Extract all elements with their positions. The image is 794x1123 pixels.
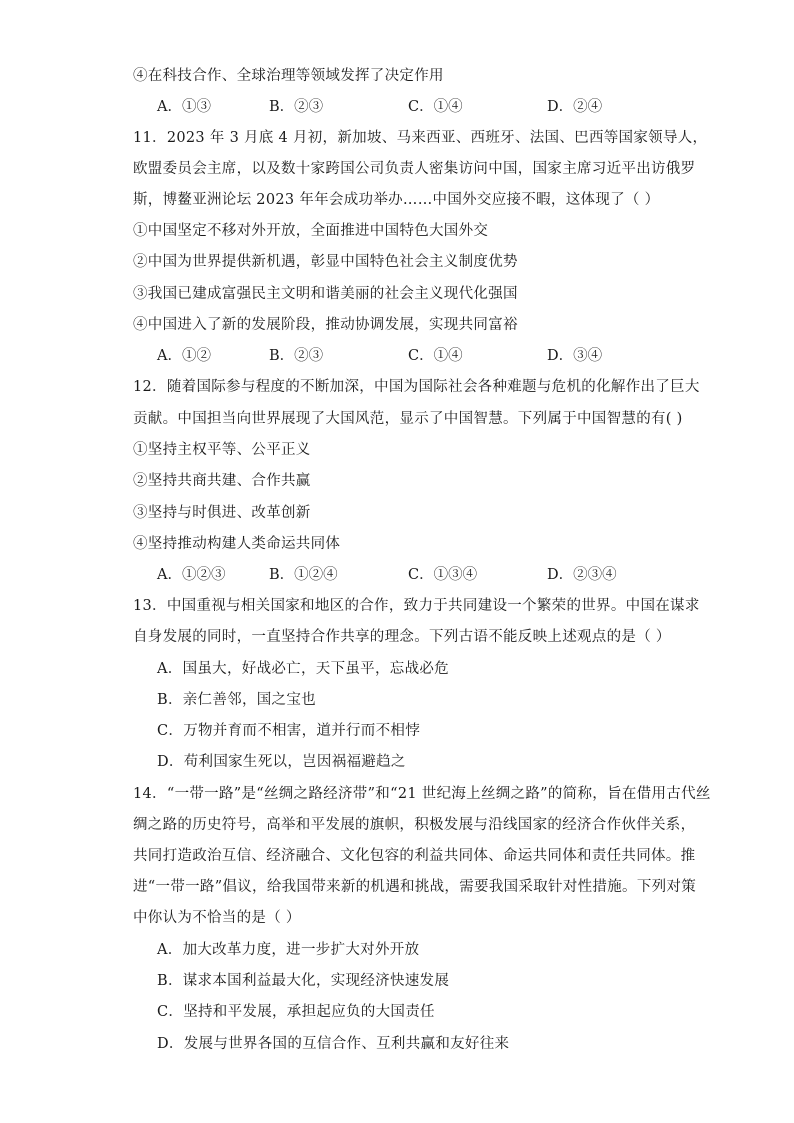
- q14-choice-c: C．坚持和平发展，承担起应负的大国责任: [157, 1004, 435, 1020]
- q13-choice-b: B．亲仁善邻，国之宝也: [157, 692, 316, 708]
- q14-stem-line: 进“一带一路”倡议，给我国带来新的机遇和挑战，需要我国采取针对性措施。下列对策: [133, 879, 697, 895]
- q14-choice-a: A．加大改革力度，进一步扩大对外开放: [157, 942, 420, 958]
- q13-stem-line: 自身发展的同时，一直坚持合作共享的理念。下列古语不能反映上述观点的是（ ）: [133, 629, 671, 645]
- q11-option-a: A．①②: [157, 348, 211, 364]
- q10-option-c: C．①④: [408, 99, 463, 115]
- q12-option-b: B．①②④: [269, 567, 338, 583]
- q13-choice-d: D．苟利国家生死以，岂因祸福避趋之: [157, 754, 406, 770]
- q13-choice-a: A．国虽大，好战必亡，天下虽平，忘战必危: [157, 661, 449, 677]
- q12-statement: ①坚持主权平等、公平正义: [133, 442, 311, 458]
- q11-statement: ①中国坚定不移对外开放，全面推进中国特色大国外交: [133, 223, 489, 239]
- q11-statement: ③我国已建成富强民主文明和谐美丽的社会主义现代化强国: [133, 286, 518, 302]
- q10-option-d: D．②④: [547, 99, 603, 115]
- q14-stem-line: 共同打造政治互信、经济融合、文化包容的利益共同体、命运共同体和责任共同体。推: [133, 848, 696, 864]
- q11-stem-line: 11．2023 年 3 月底 4 月初，新加坡、马来西亚、西班牙、法国、巴西等国家领导人，: [133, 130, 708, 146]
- q14-stem-line: 绸之路的历史符号，高举和平发展的旗帜，积极发展与沿线国家的经济合作伙伴关系，: [133, 817, 696, 833]
- q12-stem-line: 贡献。中国担当向世界展现了大国风范，显示了中国智慧。下列属于中国智慧的有( ): [133, 411, 683, 427]
- q14-choice-b: B．谋求本国利益最大化，实现经济快速发展: [157, 973, 450, 989]
- q12-options: [157, 565, 617, 585]
- q13-stem-line: 13．中国重视与相关国家和地区的合作，致力于共同建设一个繁荣的世界。中国在谋求: [133, 598, 700, 614]
- q11-statement: ②中国为世界提供新机遇，彰显中国特色社会主义制度优势: [133, 254, 518, 270]
- q12-option-c: C．①③④: [408, 567, 478, 583]
- q11-stem-line: 斯，博鳌亚洲论坛 2023 年年会成功举办……中国外交应接不暇，这体现了（ ）: [133, 192, 660, 208]
- q10-statement-4: ④在科技合作、全球治理等领域发挥了决定作用: [133, 68, 444, 84]
- q11-option-d: D．③④: [547, 348, 603, 364]
- q12-statement: ④坚持推动构建人类命运共同体: [133, 536, 341, 552]
- q14-stem-line: 中你认为不恰当的是（ ）: [133, 910, 301, 926]
- q10-options: [157, 97, 602, 117]
- q14-choice-d: D．发展与世界各国的互信合作、互利共赢和友好往来: [157, 1036, 510, 1052]
- q11-options: [157, 346, 602, 366]
- q12-stem-line: 12．随着国际参与程度的不断加深，中国为国际社会各种难题与危机的化解作出了巨大: [133, 379, 700, 395]
- q11-statement: ④中国进入了新的发展阶段，推动协调发展，实现共同富裕: [133, 317, 518, 333]
- q11-option-b: B．②③: [269, 348, 324, 364]
- q12-option-a: A．①②③: [157, 567, 226, 583]
- q11-stem-line: 欧盟委员会主席，以及数十家跨国公司负责人密集访问中国，国家主席习近平出访俄罗: [133, 161, 696, 177]
- q10-option-b: B．②③: [269, 99, 324, 115]
- q11-option-c: C．①④: [408, 348, 463, 364]
- q13-choice-c: C．万物并育而不相害，道并行而不相悖: [157, 723, 420, 739]
- q14-stem-line: 14．“一带一路”是“丝绸之路经济带”和“21 世纪海上丝绸之路”的简称，旨在借用古代丝: [133, 786, 711, 802]
- q12-option-d: D．②③④: [547, 567, 617, 583]
- q12-statement: ②坚持共商共建、合作共赢: [133, 473, 311, 489]
- q10-option-a: A．①③: [157, 99, 211, 115]
- q12-statement: ③坚持与时俱进、改革创新: [133, 505, 311, 521]
